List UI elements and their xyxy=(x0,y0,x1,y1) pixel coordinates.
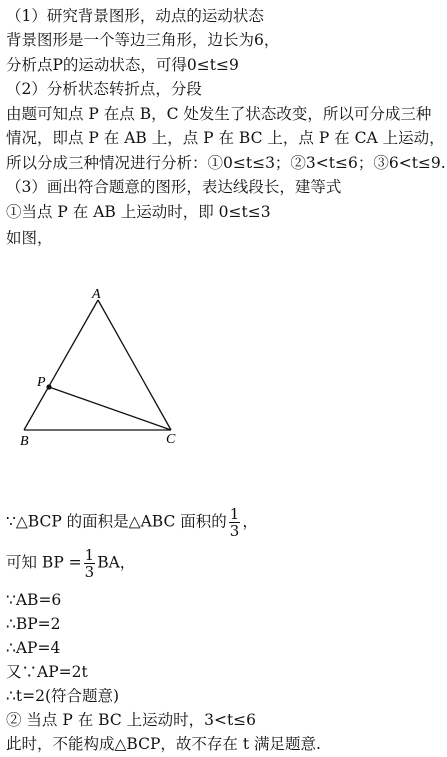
point-p xyxy=(46,384,51,389)
text-line-15: ∴AP=4 xyxy=(6,639,61,657)
bp-eq-text: 可知 BP = xyxy=(6,553,82,572)
text-line-17: ∴t=2(符合题意) xyxy=(6,687,120,705)
text-line-8: （3）画出符合题意的图形，表达线段长，建等式 xyxy=(6,178,342,196)
text-line-3: 分析点P的运动状态，可得0≤t≤9 xyxy=(6,56,239,74)
text-line-18: ② 当点 P 在 BC 上运动时，3<t≤6 xyxy=(6,711,257,729)
text-line-10: 如图， xyxy=(6,229,53,247)
text-line-5: 由题可知点 P 在点 B，C 处发生了状态改变，所以可分成三种 xyxy=(6,105,432,123)
text-line-9: ①当点 P 在 AB 上运动时，即 0≤t≤3 xyxy=(6,203,271,221)
side-ca xyxy=(98,300,171,430)
fraction-one-third-2 xyxy=(84,547,96,580)
label-a: A xyxy=(92,287,101,302)
segment-pc xyxy=(49,387,171,430)
text-line-11 xyxy=(6,506,258,539)
text-line-14: ∴BP=2 xyxy=(6,615,61,633)
text-line-6: 情况，即点 P 在 AB 上，点 P 在 BC 上，点 P 在 CA 上运动， xyxy=(6,129,445,147)
area-ratio-text: ∵△BCP 的面积是△ABC 面积的 xyxy=(6,512,227,531)
fraction-numerator-2: 1 xyxy=(84,546,95,564)
bp-eq-ba: BA， xyxy=(97,553,136,572)
fraction-one-third xyxy=(229,506,241,539)
side-ab xyxy=(24,300,98,430)
area-ratio-punct: ， xyxy=(242,512,258,531)
label-b: B xyxy=(20,434,29,449)
text-line-13: ∵AB=6 xyxy=(6,591,62,609)
text-line-2: 背景图形是一个等边三角形，边长为6， xyxy=(6,31,280,49)
text-line-7: 所以分成三种情况进行分析：①0≤t≤3；②3<t≤6；③6<t≤9. xyxy=(6,154,446,172)
fraction-denominator-2: 3 xyxy=(84,563,95,581)
text-line-4: （2）分析状态转折点，分段 xyxy=(6,80,202,98)
fraction-denominator: 3 xyxy=(229,522,240,540)
label-p: P xyxy=(37,375,46,390)
text-line-19: 此时，不能构成△BCP，故不存在 t 满足题意. xyxy=(6,735,321,753)
fraction-numerator: 1 xyxy=(229,505,240,523)
label-c: C xyxy=(166,432,176,447)
text-line-12 xyxy=(6,547,135,580)
text-line-1: （1）研究背景图形，动点的运动状态 xyxy=(6,7,264,25)
text-line-16: 又∵AP=2t xyxy=(6,663,88,681)
